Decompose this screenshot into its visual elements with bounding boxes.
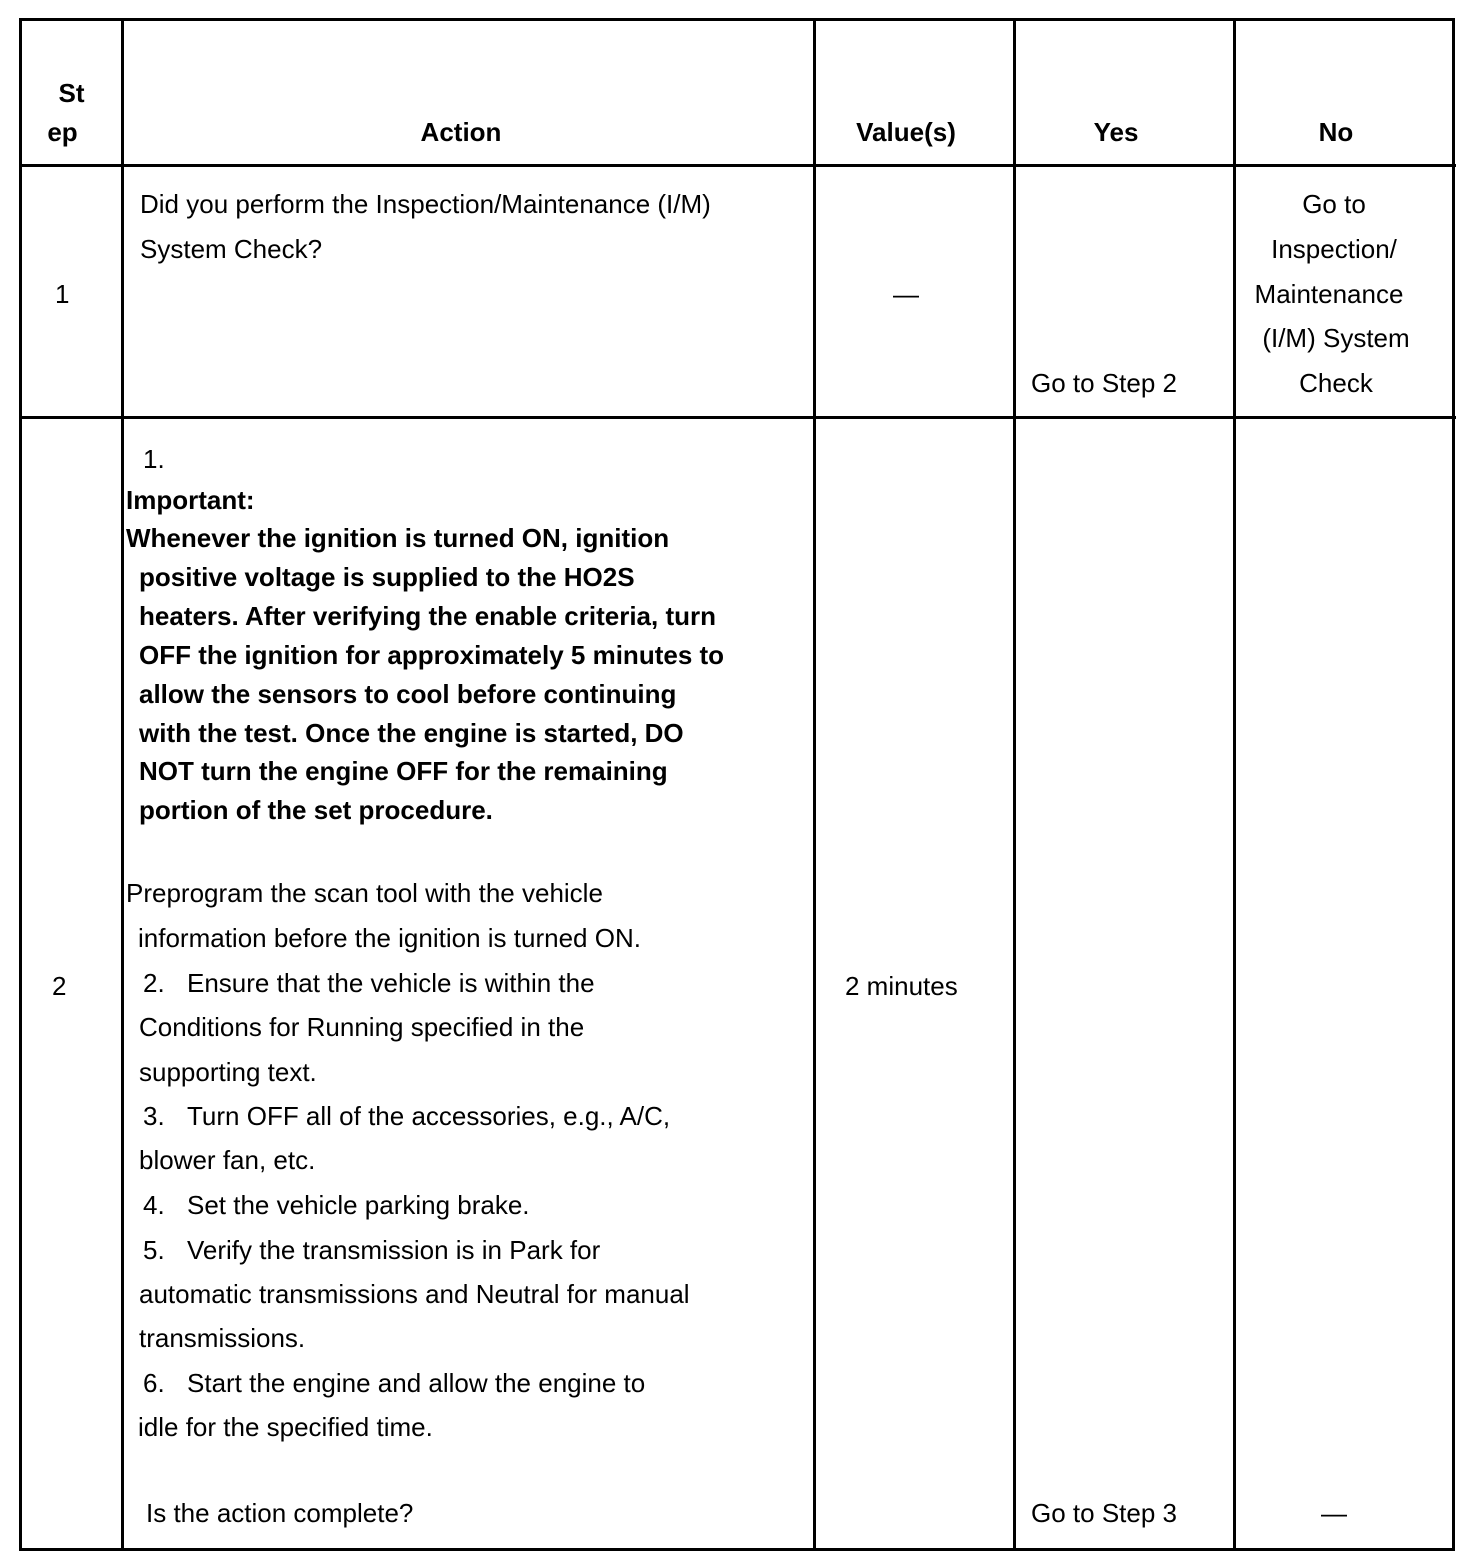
header-yes: Yes <box>1093 117 1139 147</box>
table-border-left <box>19 18 22 1551</box>
row1-no-line5[interactable]: Check <box>1299 368 1373 398</box>
row1-no-line4[interactable]: (I/M) System <box>1262 323 1410 353</box>
row1-no-line3[interactable]: Maintenance <box>1254 279 1404 309</box>
item5-line1: Verify the transmission is in Park for <box>187 1235 601 1265</box>
item2-line1: Ensure that the vehicle is within the <box>187 968 595 998</box>
table-border-top <box>19 18 1455 21</box>
important-line: Whenever the ignition is turned ON, ignition <box>126 523 670 553</box>
col-divider-values <box>1013 18 1016 1551</box>
item2-number: 2. <box>143 968 165 998</box>
row2-no: — <box>1321 1498 1347 1528</box>
important-line: with the test. Once the engine is started, DO <box>139 718 684 748</box>
row2-question: Is the action complete? <box>146 1498 414 1528</box>
row1-no-line2[interactable]: Inspection/ <box>1271 234 1397 264</box>
item6-number: 6. <box>143 1368 165 1398</box>
important-line: OFF the ignition for approximately 5 minutes to <box>139 640 725 670</box>
item5-line2: automatic transmissions and Neutral for manual <box>139 1279 690 1309</box>
row1-step: 1 <box>55 279 70 309</box>
item4-number: 4. <box>143 1190 165 1220</box>
header-step-line1: St <box>58 78 85 108</box>
row-divider <box>19 416 1456 419</box>
row2-yes[interactable]: Go to Step 3 <box>1031 1498 1177 1528</box>
header-action: Action <box>420 117 502 147</box>
item4-line1: Set the vehicle parking brake. <box>187 1190 530 1220</box>
item3-number: 3. <box>143 1101 165 1131</box>
important-label: Important: <box>126 485 255 515</box>
preprogram-line1: Preprogram the scan tool with the vehicle <box>126 878 603 908</box>
item3-line1: Turn OFF all of the accessories, e.g., A/C, <box>187 1101 671 1131</box>
item1-number: 1. <box>143 444 165 474</box>
header-no: No <box>1318 117 1354 147</box>
row1-yes[interactable]: Go to Step 2 <box>1031 368 1177 398</box>
col-divider-action <box>813 18 816 1551</box>
table-border-right <box>1452 18 1455 1551</box>
preprogram-line2: information before the ignition is turned ON. <box>138 923 641 953</box>
important-line: portion of the set procedure. <box>139 795 493 825</box>
important-line: NOT turn the engine OFF for the remaining <box>139 756 668 786</box>
header-divider <box>19 164 1456 167</box>
row1-value: — <box>893 279 919 309</box>
col-divider-step <box>121 18 124 1551</box>
item6-line1: Start the engine and allow the engine to <box>187 1368 646 1398</box>
row2-value: 2 minutes <box>845 971 958 1001</box>
item6-line2: idle for the specified time. <box>138 1412 433 1442</box>
item5-line3: transmissions. <box>139 1323 306 1353</box>
item3-line2: blower fan, etc. <box>139 1145 316 1175</box>
important-line: heaters. After verifying the enable criteria, turn <box>139 601 716 631</box>
item2-line3: supporting text. <box>139 1057 317 1087</box>
item2-line2: Conditions for Running specified in the <box>139 1012 585 1042</box>
row1-action-line1: Did you perform the Inspection/Maintenance (I/M) <box>140 189 711 219</box>
row1-action-line2: System Check? <box>140 234 323 264</box>
row1-no-line1[interactable]: Go to <box>1302 189 1366 219</box>
header-values: Value(s) <box>856 117 956 147</box>
item5-number: 5. <box>143 1235 165 1265</box>
header-step-line2: ep <box>47 117 78 147</box>
table-border-bottom <box>19 1548 1455 1551</box>
important-line: positive voltage is supplied to the HO2S <box>139 562 635 592</box>
row2-step: 2 <box>52 971 67 1001</box>
important-line: allow the sensors to cool before continuing <box>139 679 677 709</box>
